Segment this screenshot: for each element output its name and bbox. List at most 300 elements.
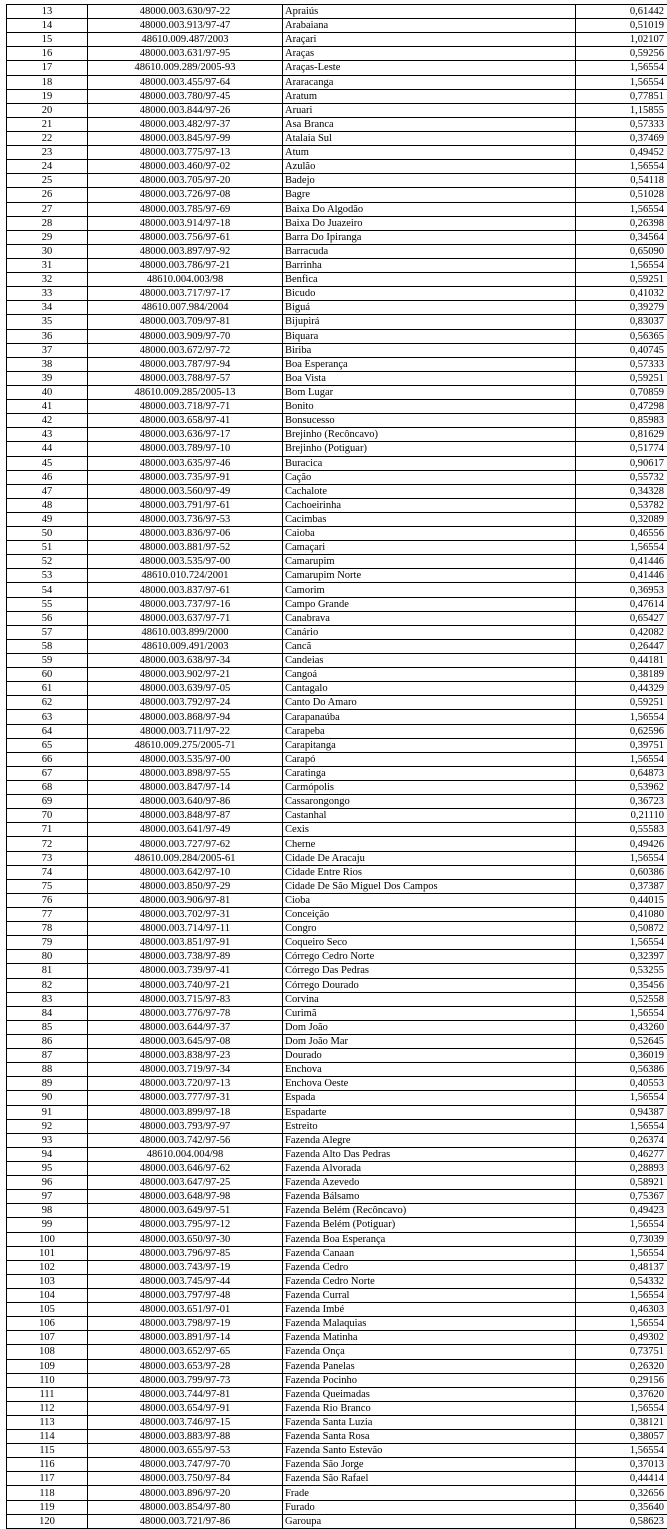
table-row (7, 258, 667, 272)
process-number-cell: 48610.009.275/2005-71 (88, 738, 283, 752)
row-number-cell: 108 (7, 1345, 88, 1359)
value-cell: 0,32656 (576, 1486, 667, 1500)
table-row (7, 1430, 667, 1444)
row-number-cell: 83 (7, 992, 88, 1006)
row-number-cell: 84 (7, 1006, 88, 1020)
row-number-cell: 85 (7, 1020, 88, 1034)
row-number-cell: 80 (7, 950, 88, 964)
value-cell: 0,36019 (576, 1049, 667, 1063)
table-row (7, 1288, 667, 1302)
field-name-cell: Atum (283, 146, 576, 160)
field-name-cell: Córrego Dourado (283, 978, 576, 992)
row-number-cell: 66 (7, 752, 88, 766)
value-cell: 0,44015 (576, 893, 667, 907)
process-number-cell: 48000.003.630/97-22 (88, 5, 283, 19)
table-row (7, 315, 667, 329)
field-name-cell: Benfica (283, 273, 576, 287)
table-row (7, 738, 667, 752)
process-number-cell: 48000.003.914/97-18 (88, 216, 283, 230)
value-cell: 0,39279 (576, 301, 667, 315)
value-cell: 0,57333 (576, 117, 667, 131)
process-number-cell: 48000.003.648/97-98 (88, 1190, 283, 1204)
field-name-cell: Cassarongongo (283, 795, 576, 809)
table-row (7, 1401, 667, 1415)
table-row (7, 766, 667, 780)
table-row (7, 1331, 667, 1345)
value-cell: 1,56554 (576, 1119, 667, 1133)
row-number-cell: 17 (7, 61, 88, 75)
row-number-cell: 56 (7, 611, 88, 625)
table-row (7, 1077, 667, 1091)
table-row (7, 865, 667, 879)
value-cell: 0,48137 (576, 1260, 667, 1274)
value-cell: 0,46556 (576, 527, 667, 541)
table-body (7, 5, 667, 1529)
value-cell: 0,36723 (576, 795, 667, 809)
value-cell: 0,41032 (576, 287, 667, 301)
process-number-cell: 48610.004.004/98 (88, 1147, 283, 1161)
value-cell: 0,75367 (576, 1190, 667, 1204)
process-number-cell: 48000.003.837/97-61 (88, 583, 283, 597)
row-number-cell: 70 (7, 809, 88, 823)
table-row (7, 1373, 667, 1387)
process-number-cell: 48000.003.799/97-73 (88, 1373, 283, 1387)
field-name-cell: Corvina (283, 992, 576, 1006)
process-number-cell: 48000.003.711/97-22 (88, 724, 283, 738)
table-row (7, 202, 667, 216)
value-cell: 0,59256 (576, 47, 667, 61)
table-row (7, 879, 667, 893)
value-cell: 0,62596 (576, 724, 667, 738)
value-cell: 0,44329 (576, 682, 667, 696)
row-number-cell: 88 (7, 1063, 88, 1077)
row-number-cell: 87 (7, 1049, 88, 1063)
row-number-cell: 81 (7, 964, 88, 978)
row-number-cell: 31 (7, 258, 88, 272)
table-row (7, 1246, 667, 1260)
table-row (7, 428, 667, 442)
process-number-cell: 48000.003.791/97-61 (88, 498, 283, 512)
process-number-cell: 48000.003.746/97-15 (88, 1415, 283, 1429)
row-number-cell: 63 (7, 710, 88, 724)
process-number-cell: 48000.003.789/97-10 (88, 442, 283, 456)
field-name-cell: Boa Vista (283, 371, 576, 385)
table-row (7, 273, 667, 287)
process-number-cell: 48000.003.845/97-99 (88, 131, 283, 145)
field-name-cell: Araçari (283, 33, 576, 47)
field-name-cell: Araças-Leste (283, 61, 576, 75)
value-cell: 1,56554 (576, 258, 667, 272)
row-number-cell: 96 (7, 1176, 88, 1190)
field-name-cell: Cidade De São Miguel Dos Campos (283, 879, 576, 893)
table-row (7, 1204, 667, 1218)
field-name-cell: Buracica (283, 456, 576, 470)
table-row (7, 1105, 667, 1119)
value-cell: 0,55583 (576, 823, 667, 837)
row-number-cell: 69 (7, 795, 88, 809)
field-name-cell: Canto Do Amaro (283, 696, 576, 710)
table-row (7, 950, 667, 964)
process-number-cell: 48610.009.487/2003 (88, 33, 283, 47)
field-name-cell: Fazenda Alvorada (283, 1161, 576, 1175)
value-cell: 0,56386 (576, 1063, 667, 1077)
field-name-cell: Fazenda Panelas (283, 1359, 576, 1373)
table-row (7, 625, 667, 639)
process-number-cell: 48000.003.455/97-64 (88, 75, 283, 89)
process-number-cell: 48000.003.785/97-69 (88, 202, 283, 216)
field-name-cell: Congro (283, 922, 576, 936)
row-number-cell: 116 (7, 1458, 88, 1472)
process-number-cell: 48000.003.896/97-20 (88, 1486, 283, 1500)
process-number-cell: 48000.003.740/97-21 (88, 978, 283, 992)
value-cell: 0,34564 (576, 230, 667, 244)
table-row (7, 117, 667, 131)
value-cell: 0,39751 (576, 738, 667, 752)
process-number-cell: 48000.003.750/97-84 (88, 1472, 283, 1486)
table-row (7, 541, 667, 555)
table-row (7, 1147, 667, 1161)
field-name-cell: Cantagalo (283, 682, 576, 696)
row-number-cell: 29 (7, 230, 88, 244)
value-cell: 1,56554 (576, 1401, 667, 1415)
value-cell: 0,57333 (576, 357, 667, 371)
table-row (7, 823, 667, 837)
value-cell: 1,56554 (576, 1006, 667, 1020)
process-number-cell: 48000.003.883/97-88 (88, 1430, 283, 1444)
row-number-cell: 33 (7, 287, 88, 301)
table-row (7, 160, 667, 174)
table-row (7, 146, 667, 160)
row-number-cell: 36 (7, 329, 88, 343)
table-row (7, 1034, 667, 1048)
value-cell: 0,38121 (576, 1415, 667, 1429)
table-row (7, 1458, 667, 1472)
value-cell: 0,64873 (576, 766, 667, 780)
row-number-cell: 117 (7, 1472, 88, 1486)
value-cell: 0,47298 (576, 400, 667, 414)
process-number-cell: 48000.003.786/97-21 (88, 258, 283, 272)
process-number-cell: 48000.003.647/97-25 (88, 1176, 283, 1190)
row-number-cell: 44 (7, 442, 88, 456)
field-name-cell: Campo Grande (283, 597, 576, 611)
table-row (7, 456, 667, 470)
field-name-cell: Carapitanga (283, 738, 576, 752)
row-number-cell: 54 (7, 583, 88, 597)
process-number-cell: 48000.003.652/97-65 (88, 1345, 283, 1359)
table-row (7, 61, 667, 75)
row-number-cell: 115 (7, 1444, 88, 1458)
process-number-cell: 48000.003.642/97-10 (88, 865, 283, 879)
row-number-cell: 47 (7, 484, 88, 498)
field-name-cell: Carapanaúba (283, 710, 576, 724)
table-row (7, 710, 667, 724)
process-number-cell: 48000.003.649/97-51 (88, 1204, 283, 1218)
process-number-cell: 48000.003.639/97-05 (88, 682, 283, 696)
field-name-cell: Azulão (283, 160, 576, 174)
value-cell: 0,32089 (576, 512, 667, 526)
field-name-cell: Frade (283, 1486, 576, 1500)
value-cell: 1,56554 (576, 936, 667, 950)
row-number-cell: 38 (7, 357, 88, 371)
process-number-cell: 48000.003.756/97-61 (88, 230, 283, 244)
value-cell: 0,85983 (576, 414, 667, 428)
field-name-cell: Coqueiro Seco (283, 936, 576, 950)
field-name-cell: Fazenda Imbé (283, 1303, 576, 1317)
value-cell: 0,46277 (576, 1147, 667, 1161)
process-number-cell: 48000.003.645/97-08 (88, 1034, 283, 1048)
table-row (7, 1500, 667, 1514)
row-number-cell: 78 (7, 922, 88, 936)
process-number-cell: 48000.003.638/97-34 (88, 654, 283, 668)
value-cell: 0,49302 (576, 1331, 667, 1345)
row-number-cell: 100 (7, 1232, 88, 1246)
table-row (7, 1472, 667, 1486)
table-row (7, 837, 667, 851)
value-cell: 0,51019 (576, 19, 667, 33)
process-number-cell: 48610.009.289/2005-93 (88, 61, 283, 75)
process-number-cell: 48000.003.637/97-71 (88, 611, 283, 625)
value-cell: 1,56554 (576, 61, 667, 75)
table-row (7, 1415, 667, 1429)
value-cell: 0,37620 (576, 1387, 667, 1401)
value-cell: 0,81629 (576, 428, 667, 442)
row-number-cell: 120 (7, 1514, 88, 1528)
table-row (7, 1133, 667, 1147)
field-name-cell: Fazenda Belém (Potiguar) (283, 1218, 576, 1232)
field-name-cell: Dom João Mar (283, 1034, 576, 1048)
value-cell: 0,37013 (576, 1458, 667, 1472)
row-number-cell: 19 (7, 89, 88, 103)
value-cell: 0,58623 (576, 1514, 667, 1528)
value-cell: 0,41080 (576, 908, 667, 922)
field-name-cell: Fazenda Pocinho (283, 1373, 576, 1387)
row-number-cell: 15 (7, 33, 88, 47)
process-number-cell: 48000.003.650/97-30 (88, 1232, 283, 1246)
field-name-cell: Baixa Do Juazeiro (283, 216, 576, 230)
field-name-cell: Cachoeirinha (283, 498, 576, 512)
row-number-cell: 94 (7, 1147, 88, 1161)
field-name-cell: Camorim (283, 583, 576, 597)
field-name-cell: Cidade Entre Rios (283, 865, 576, 879)
field-name-cell: Bicudo (283, 287, 576, 301)
field-name-cell: Garoupa (283, 1514, 576, 1528)
row-number-cell: 45 (7, 456, 88, 470)
row-number-cell: 55 (7, 597, 88, 611)
process-number-cell: 48000.003.714/97-11 (88, 922, 283, 936)
field-name-cell: Enchova Oeste (283, 1077, 576, 1091)
field-name-cell: Canabrava (283, 611, 576, 625)
value-cell: 0,40553 (576, 1077, 667, 1091)
table-row (7, 752, 667, 766)
process-number-cell: 48000.003.658/97-41 (88, 414, 283, 428)
field-name-cell: Enchova (283, 1063, 576, 1077)
value-cell: 0,49452 (576, 146, 667, 160)
table-row (7, 188, 667, 202)
row-number-cell: 61 (7, 682, 88, 696)
field-name-cell: Badejo (283, 174, 576, 188)
value-cell: 0,26320 (576, 1359, 667, 1373)
row-number-cell: 43 (7, 428, 88, 442)
process-number-cell: 48000.003.796/97-85 (88, 1246, 283, 1260)
process-number-cell: 48000.003.718/97-71 (88, 400, 283, 414)
value-cell: 1,56554 (576, 541, 667, 555)
field-name-cell: Furado (283, 1500, 576, 1514)
field-name-cell: Dom João (283, 1020, 576, 1034)
field-name-cell: Camarupim Norte (283, 569, 576, 583)
value-cell: 0,53255 (576, 964, 667, 978)
row-number-cell: 91 (7, 1105, 88, 1119)
field-name-cell: Fazenda Azevedo (283, 1176, 576, 1190)
row-number-cell: 67 (7, 766, 88, 780)
value-cell: 0,42082 (576, 625, 667, 639)
row-number-cell: 118 (7, 1486, 88, 1500)
value-cell: 0,90617 (576, 456, 667, 470)
field-name-cell: Fazenda Santa Rosa (283, 1430, 576, 1444)
value-cell: 0,44181 (576, 654, 667, 668)
process-number-cell: 48000.003.720/97-13 (88, 1077, 283, 1091)
value-cell: 1,56554 (576, 851, 667, 865)
table-row (7, 611, 667, 625)
value-cell: 0,60386 (576, 865, 667, 879)
value-cell: 0,83037 (576, 315, 667, 329)
field-name-cell: Arabaiana (283, 19, 576, 33)
table-row (7, 555, 667, 569)
process-number-cell: 48000.003.738/97-89 (88, 950, 283, 964)
process-number-cell: 48610.009.284/2005-61 (88, 851, 283, 865)
field-name-cell: Cherne (283, 837, 576, 851)
row-number-cell: 48 (7, 498, 88, 512)
row-number-cell: 103 (7, 1274, 88, 1288)
row-number-cell: 30 (7, 244, 88, 258)
process-number-cell: 48000.003.897/97-92 (88, 244, 283, 258)
process-number-cell: 48000.003.847/97-14 (88, 781, 283, 795)
value-cell: 0,38057 (576, 1430, 667, 1444)
process-number-cell: 48000.003.705/97-20 (88, 174, 283, 188)
field-name-cell: Caratinga (283, 766, 576, 780)
row-number-cell: 95 (7, 1161, 88, 1175)
row-number-cell: 32 (7, 273, 88, 287)
value-cell: 0,53962 (576, 781, 667, 795)
value-cell: 0,51774 (576, 442, 667, 456)
table-row (7, 992, 667, 1006)
field-name-cell: Fazenda Belém (Recôncavo) (283, 1204, 576, 1218)
table-row (7, 654, 667, 668)
value-cell: 0,32397 (576, 950, 667, 964)
table-row (7, 795, 667, 809)
row-number-cell: 53 (7, 569, 88, 583)
process-number-cell: 48000.003.797/97-48 (88, 1288, 283, 1302)
row-number-cell: 110 (7, 1373, 88, 1387)
process-number-cell: 48000.003.891/97-14 (88, 1331, 283, 1345)
value-cell: 1,56554 (576, 752, 667, 766)
table-row (7, 371, 667, 385)
value-cell: 0,41446 (576, 569, 667, 583)
row-number-cell: 20 (7, 103, 88, 117)
process-number-cell: 48000.003.535/97-00 (88, 555, 283, 569)
process-number-cell: 48000.003.640/97-86 (88, 795, 283, 809)
field-name-cell: Fazenda Cedro (283, 1260, 576, 1274)
table-row (7, 442, 667, 456)
table-row (7, 1514, 667, 1528)
value-cell: 0,58921 (576, 1176, 667, 1190)
value-cell: 0,40745 (576, 343, 667, 357)
table-row (7, 230, 667, 244)
value-cell: 1,02107 (576, 33, 667, 47)
table-row (7, 668, 667, 682)
table-row (7, 1190, 667, 1204)
row-number-cell: 90 (7, 1091, 88, 1105)
process-number-cell: 48000.003.636/97-17 (88, 428, 283, 442)
table-row (7, 1486, 667, 1500)
process-number-cell: 48000.003.672/97-72 (88, 343, 283, 357)
process-number-cell: 48000.003.651/97-01 (88, 1303, 283, 1317)
table-row (7, 922, 667, 936)
table-row (7, 851, 667, 865)
table-row (7, 639, 667, 653)
value-cell: 1,56554 (576, 1317, 667, 1331)
row-number-cell: 93 (7, 1133, 88, 1147)
field-name-cell: Boa Esperança (283, 357, 576, 371)
field-name-cell: Córrego Das Pedras (283, 964, 576, 978)
table-row (7, 936, 667, 950)
table-row (7, 385, 667, 399)
process-number-cell: 48000.003.727/97-62 (88, 837, 283, 851)
table-row (7, 301, 667, 315)
process-number-cell: 48000.003.747/97-70 (88, 1458, 283, 1472)
field-name-cell: Aratum (283, 89, 576, 103)
field-name-cell: Castanhal (283, 809, 576, 823)
table-row (7, 75, 667, 89)
row-number-cell: 51 (7, 541, 88, 555)
process-number-cell: 48000.003.775/97-13 (88, 146, 283, 160)
field-name-cell: Fazenda Onça (283, 1345, 576, 1359)
table-row (7, 343, 667, 357)
value-cell: 0,59251 (576, 273, 667, 287)
value-cell: 0,46303 (576, 1303, 667, 1317)
row-number-cell: 25 (7, 174, 88, 188)
value-cell: 1,15855 (576, 103, 667, 117)
value-cell: 0,94387 (576, 1105, 667, 1119)
row-number-cell: 57 (7, 625, 88, 639)
row-number-cell: 114 (7, 1430, 88, 1444)
value-cell: 0,28893 (576, 1161, 667, 1175)
process-number-cell: 48000.003.851/97-91 (88, 936, 283, 950)
row-number-cell: 26 (7, 188, 88, 202)
process-number-cell: 48000.003.726/97-08 (88, 188, 283, 202)
table-row (7, 1260, 667, 1274)
table-row (7, 414, 667, 428)
value-cell: 0,56365 (576, 329, 667, 343)
row-number-cell: 73 (7, 851, 88, 865)
field-name-cell: Fazenda Boa Esperança (283, 1232, 576, 1246)
field-name-cell: Fazenda Santo Estevão (283, 1444, 576, 1458)
row-number-cell: 79 (7, 936, 88, 950)
table-row (7, 1176, 667, 1190)
table-row (7, 103, 667, 117)
row-number-cell: 40 (7, 385, 88, 399)
process-number-cell: 48000.003.535/97-00 (88, 752, 283, 766)
process-number-cell: 48000.003.655/97-53 (88, 1444, 283, 1458)
process-number-cell: 48000.003.721/97-86 (88, 1514, 283, 1528)
field-name-cell: Candeias (283, 654, 576, 668)
process-number-cell: 48610.004.003/98 (88, 273, 283, 287)
field-name-cell: Brejinho (Potiguar) (283, 442, 576, 456)
row-number-cell: 39 (7, 371, 88, 385)
row-number-cell: 52 (7, 555, 88, 569)
row-number-cell: 35 (7, 315, 88, 329)
row-number-cell: 64 (7, 724, 88, 738)
process-number-cell: 48000.003.482/97-37 (88, 117, 283, 131)
